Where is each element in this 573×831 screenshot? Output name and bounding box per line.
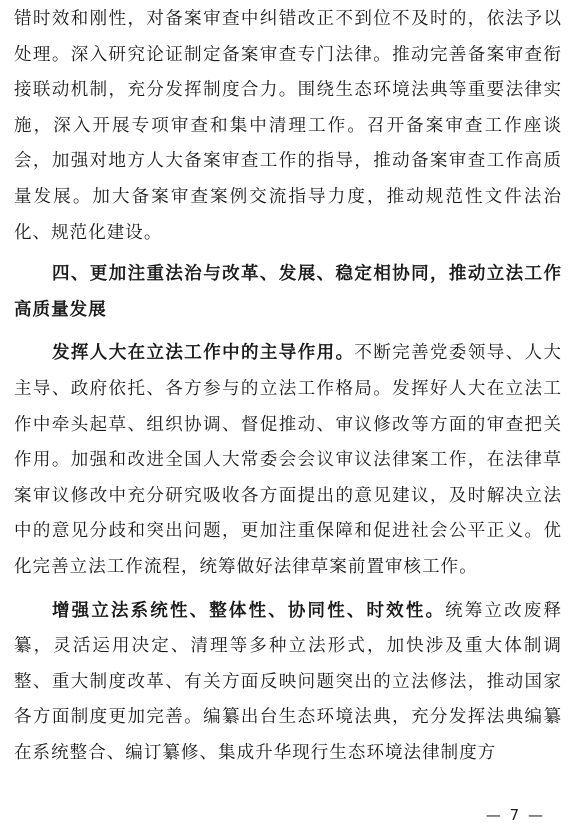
paragraph-2-body: 不断完善党委领导、人大主导、政府依托、各方参与的立法工作格局。发挥好人大在立法工作中牵头起草、组织协调、督促推动、审议修改等方面的审查把关作用。加强和改进全国人大常委会会议审议法律案工作，在法律草案审议修改中充分研究吸收各方面提出的意见建议，及时解决立法中的意见分歧和突出问题，更加注重保障和促进社会公平正义。优化完善立法工作流程，统筹做好法律草案前置审核工作。 — [14, 343, 562, 577]
paragraph-2-lead: 发挥人大在立法工作中的主导作用。 — [52, 343, 355, 364]
section-heading: 四、更加注重法治与改革、发展、稳定相协同，推动立法工作高质量发展 — [14, 264, 562, 320]
paragraph-2 — [14, 336, 562, 585]
document-page — [14, 0, 562, 771]
paragraph-3-lead: 增强立法系统性、整体性、协同性、时效性。 — [52, 600, 446, 621]
paragraph-continuation: 错时效和刚性，对备案审查中纠错改正不到位不及时的，依法予以处理。深入研究论证制定备案审查专门法律。推动完善备案审查衔接联动机制，充分发挥制度合力。围绕生态环境法典等重要法律实施，深入开展专项审查和集中清理工作。召开备案审查工作座谈会，加强对地方人大备案审查工作的指导，推动备案审查工作高质量发展。加大备案审查案例交流指导力度，推动规范性文件法治化、规范化建设。 — [14, 9, 562, 243]
page-number: — 7 — — [485, 806, 545, 824]
paragraph-3-body: 统筹立改废释纂，灵活运用决定、清理等多种立法形式，加快涉及重大体制调整、重大制度改革、有关方面反映问题突出的立法修法，推动国家各方面制度更加完善。编纂出台生态环境法典，充分发挥法典编纂在系统整合、编订纂修、集成升华现行生态环境法律制度方 — [14, 600, 562, 763]
paragraph-3 — [14, 594, 562, 772]
